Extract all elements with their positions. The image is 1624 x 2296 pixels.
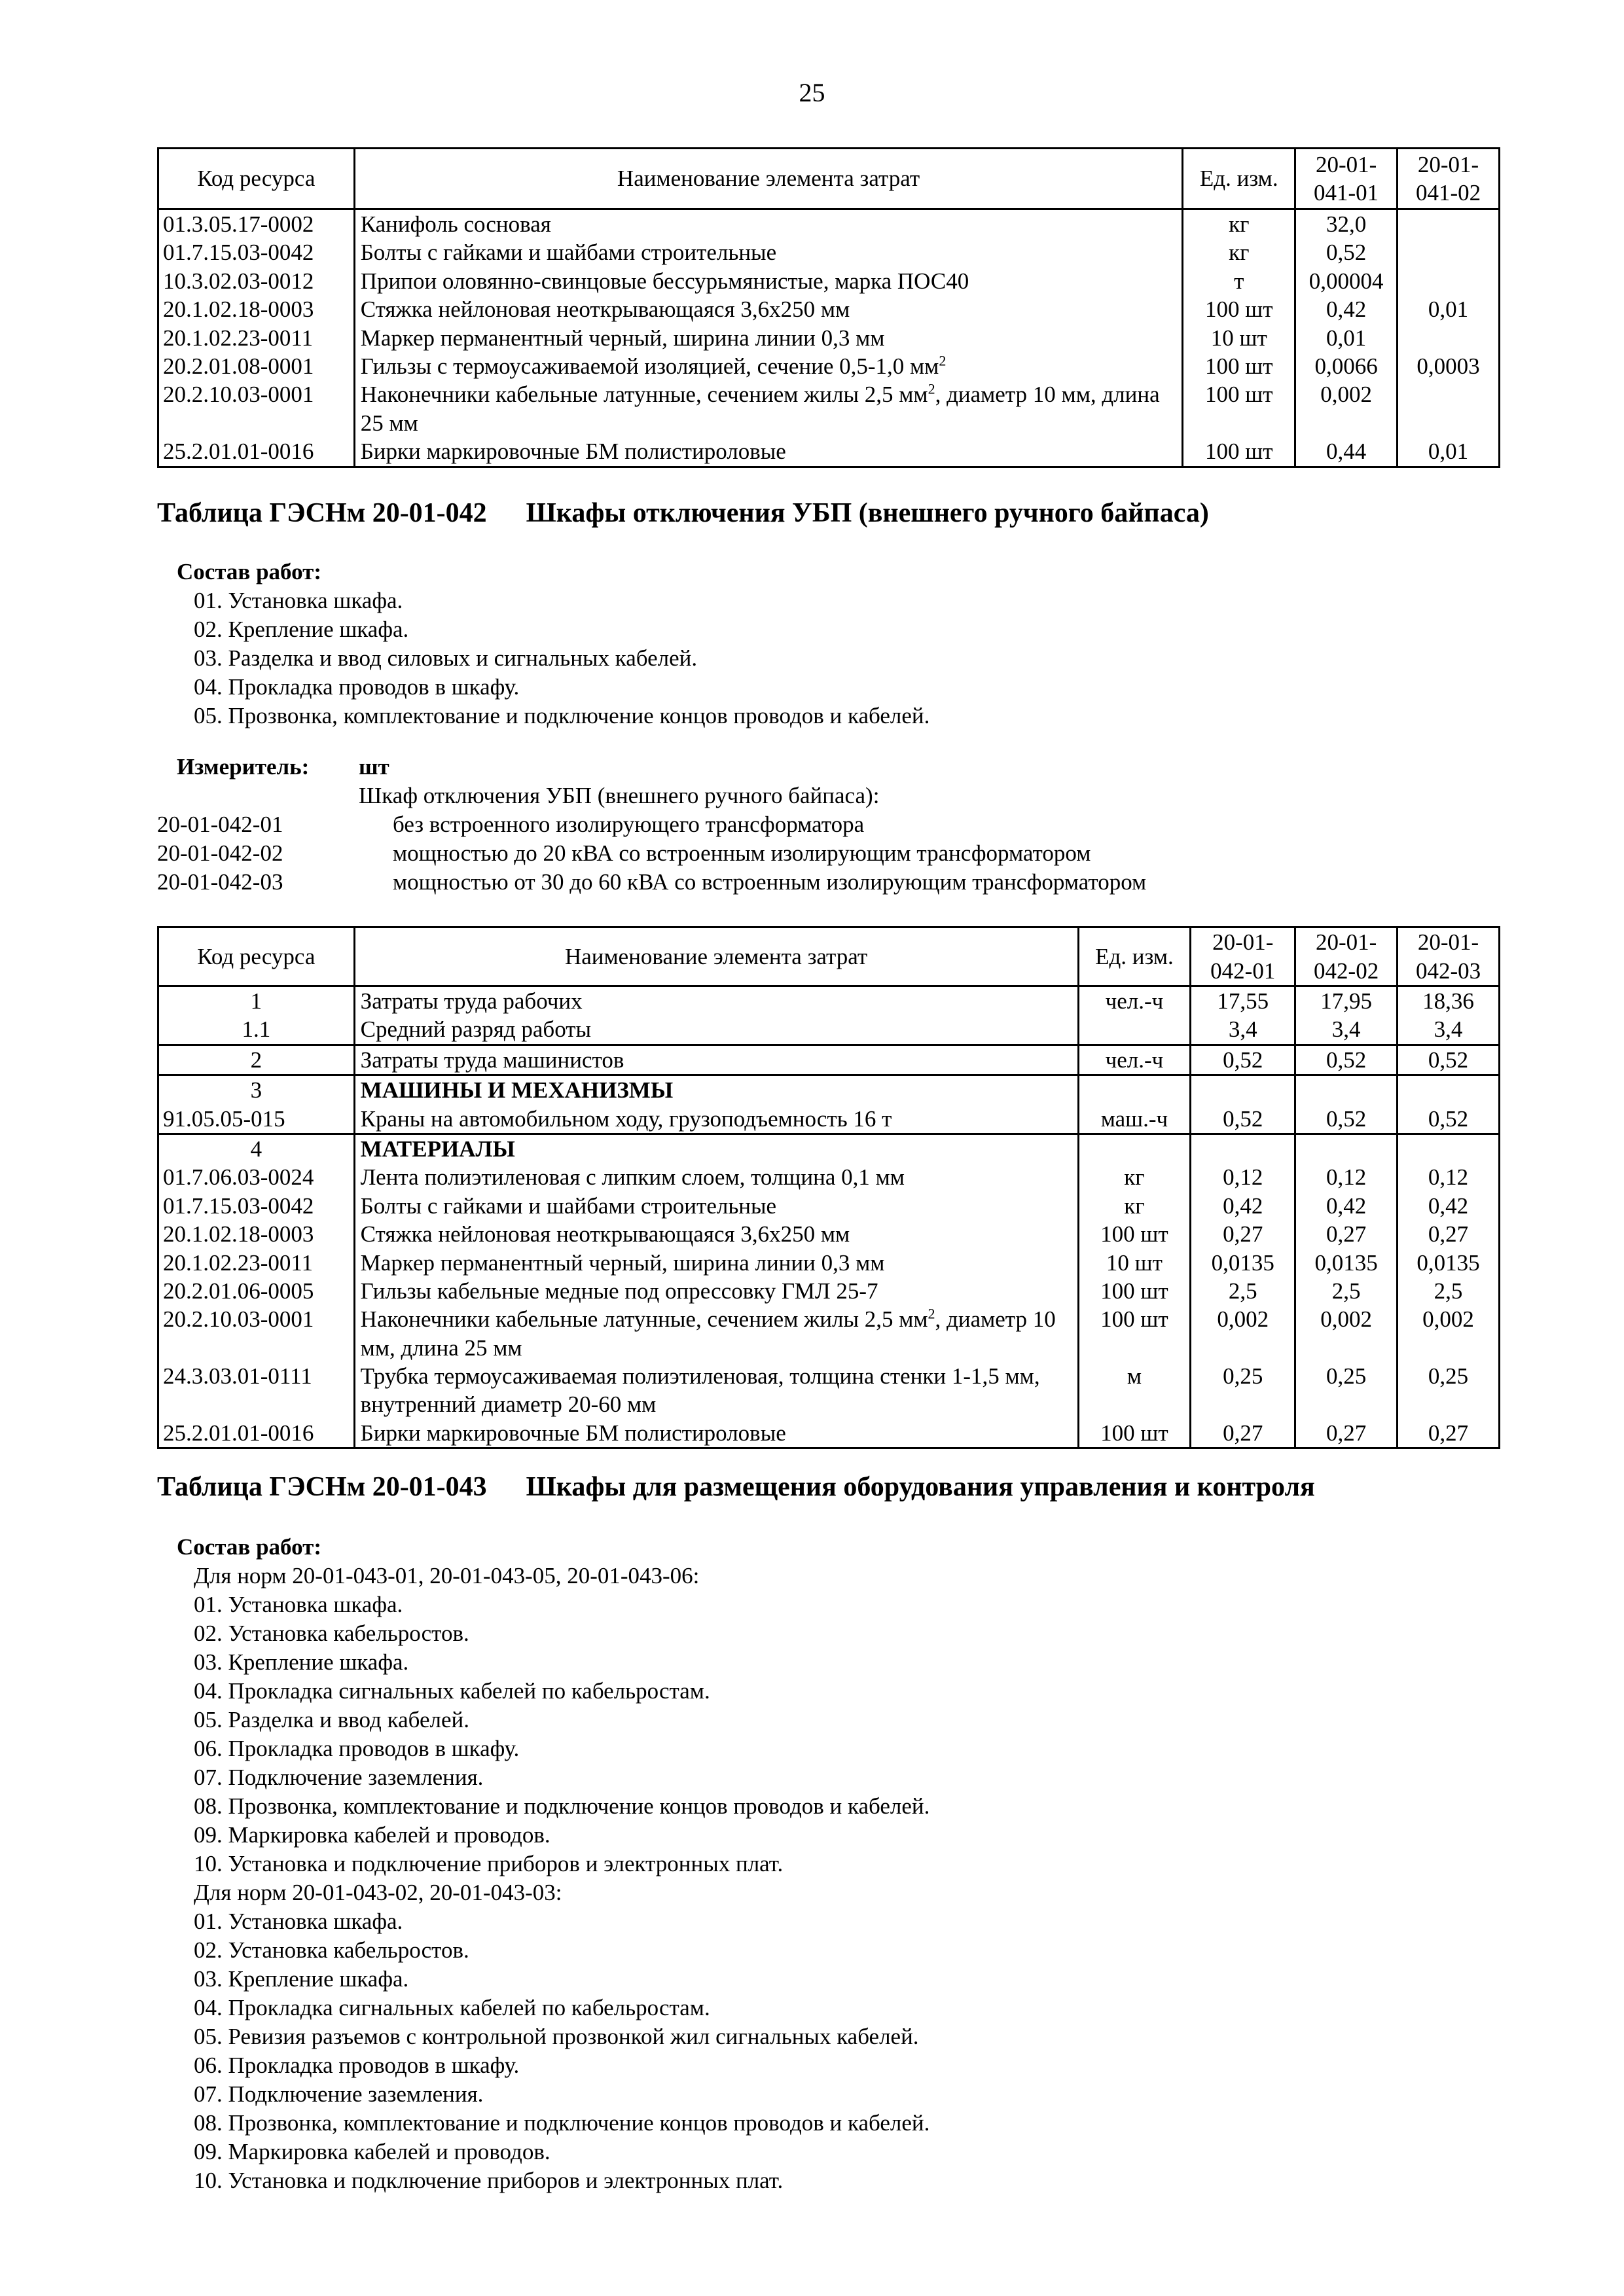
cell-unit: маш.-ч: [1078, 1105, 1191, 1134]
cell-name-text: Канифоль сосновая: [360, 211, 551, 237]
header-col1: 20-01-042-01: [1191, 927, 1295, 986]
cell-code: 01.7.06.03-0024: [158, 1163, 355, 1191]
norm-row: [157, 868, 1146, 897]
cell-name: [354, 324, 1183, 352]
work-item: 06. Прокладка проводов в шкафу.: [194, 1736, 520, 1761]
header-code: Код ресурса: [158, 149, 355, 209]
norm-code: 20-01-042-03: [157, 869, 283, 895]
cell-name-text: Краны на автомобильном ходу, грузоподъемность 16 т: [360, 1105, 892, 1132]
work-item: 01. Установка шкафа.: [194, 1592, 403, 1617]
cell-name-text: Припои оловянно-свинцовые бессурьмянистые, марка ПОС40: [360, 268, 969, 294]
cell-code: 1: [158, 986, 355, 1016]
cell-code: 01.7.15.03-0042: [158, 238, 355, 266]
table-row: [158, 1015, 1500, 1045]
table-row: [158, 1249, 1500, 1277]
work-item: 01. Установка шкафа.: [194, 588, 403, 613]
table-row: [158, 1105, 1500, 1134]
measure-label: Измеритель:: [177, 754, 310, 780]
cell-unit: 100 шт: [1078, 1305, 1191, 1362]
cell-name-text: Маркер перманентный черный, ширина линии 0,3 мм: [360, 1249, 885, 1276]
cell-unit: чел.-ч: [1078, 1045, 1191, 1075]
work-item: 08. Прозвонка, комплектование и подключение концов проводов и кабелей.: [194, 2110, 930, 2136]
work-item: 09. Маркировка кабелей и проводов.: [194, 1822, 550, 1848]
cell-name-text: Наконечники кабельные латунные, сечением жилы 2,5 мм: [360, 1306, 928, 1333]
work-item: 04. Прокладка сигнальных кабелей по кабельростам.: [194, 1995, 710, 2020]
cell-unit: 100 шт: [1078, 1220, 1191, 1248]
superscript: 2: [928, 380, 935, 397]
cell-unit: м: [1078, 1362, 1191, 1419]
cell-value-1: 32,0: [1295, 209, 1398, 239]
work-item: 09. Маркировка кабелей и проводов.: [194, 2139, 550, 2164]
norm-code: 20-01-042-01: [157, 812, 283, 837]
section-title-043: [157, 1471, 1315, 1503]
work-item: 05. Ревизия разъемов с контрольной прозвонкой жил сигнальных кабелей.: [194, 2024, 919, 2049]
table-row: [158, 1075, 1500, 1105]
cell-value-3: 0,12: [1398, 1163, 1500, 1191]
table-name: Шкафы отключения УБП (внешнего ручного байпаса): [526, 498, 1209, 528]
cell-unit: [1078, 1134, 1191, 1163]
table-row: [158, 238, 1500, 266]
cell-value-1: 0,42: [1295, 295, 1398, 323]
cell-value-2: 0,42: [1295, 1192, 1398, 1220]
cell-value-2: 0,27: [1295, 1419, 1398, 1448]
cell-value-2: 0,0003: [1398, 352, 1500, 380]
cell-name-text: МАШИНЫ И МЕХАНИЗМЫ: [360, 1077, 674, 1103]
cell-value-1: 0,52: [1295, 238, 1398, 266]
cell-value-1: 0,52: [1191, 1105, 1295, 1134]
header-code: Код ресурса: [158, 927, 355, 986]
cell-unit: чел.-ч: [1078, 986, 1191, 1016]
cell-name: [354, 1362, 1078, 1419]
cell-unit: кг: [1183, 209, 1295, 239]
works-header: Состав работ:: [177, 1534, 321, 1560]
cell-code: 01.7.15.03-0042: [158, 1192, 355, 1220]
norm-text: мощностью от 30 до 60 кВА со встроенным изолирующим трансформатором: [393, 869, 1147, 895]
page-number: 25: [799, 78, 825, 107]
cell-name-text: Стяжка нейлоновая неоткрывающаяся 3,6х250 мм: [360, 1221, 850, 1247]
cell-name-text: Болты с гайками и шайбами строительные: [360, 240, 777, 266]
cell-code: 20.2.10.03-0001: [158, 1305, 355, 1362]
norm-text: мощностью до 20 кВА со встроенным изолирующим трансформатором: [393, 840, 1091, 866]
cell-code: 25.2.01.01-0016: [158, 1419, 355, 1448]
norm-text: без встроенного изолирующего трансформатора: [393, 812, 865, 837]
cell-name: [354, 1105, 1078, 1134]
cell-code: 2: [158, 1045, 355, 1075]
work-item: 04. Прокладка сигнальных кабелей по кабельростам.: [194, 1678, 710, 1704]
cell-code: 20.2.10.03-0001: [158, 380, 355, 437]
work-item: Для норм 20-01-043-01, 20-01-043-05, 20-01-043-06:: [194, 1563, 700, 1588]
table-row: [158, 437, 1500, 467]
cell-unit: [1078, 1075, 1191, 1105]
table-row: [158, 1045, 1500, 1075]
table-label: Таблица ГЭСНм 20-01-043: [157, 1472, 487, 1502]
cell-name-text: Средний разряд работы: [360, 1016, 592, 1043]
cell-name-text: Стяжка нейлоновая неоткрывающаяся 3,6х250 мм: [360, 296, 850, 323]
header-col2: 20-01-042-02: [1295, 927, 1398, 986]
works-list-042: [177, 558, 929, 730]
section-title-042: [157, 497, 1209, 529]
cell-unit: 100 шт: [1183, 295, 1295, 323]
cell-name-text: Гильзы кабельные медные под опрессовку ГМЛ 25-7: [360, 1278, 878, 1304]
resource-table-042: [157, 926, 1500, 1449]
work-item: 05. Разделка и ввод кабелей.: [194, 1707, 469, 1732]
cell-value-3: 0,27: [1398, 1419, 1500, 1448]
measure-title: Шкаф отключения УБП (внешнего ручного байпаса):: [359, 783, 880, 808]
cell-value-3: [1398, 1075, 1500, 1105]
superscript: 2: [928, 1305, 935, 1322]
cell-name: [354, 1134, 1078, 1163]
cell-value-2: [1398, 380, 1500, 437]
cell-name: [354, 986, 1078, 1016]
cell-code: 01.3.05.17-0002: [158, 209, 355, 239]
cell-value-2: 3,4: [1295, 1015, 1398, 1045]
cell-unit: кг: [1078, 1192, 1191, 1220]
cell-value-1: 3,4: [1191, 1015, 1295, 1045]
cell-name: [354, 380, 1183, 437]
cell-name-tail: , диаметр 10 мм, длина 25 мм: [360, 382, 1160, 436]
cell-name: [354, 1277, 1078, 1305]
cell-unit: кг: [1183, 238, 1295, 266]
resource-table-041: [157, 147, 1500, 468]
measure-unit: шт: [359, 754, 389, 780]
cell-value-3: 0,25: [1398, 1362, 1500, 1419]
table-row: [158, 380, 1500, 437]
table-row: [158, 324, 1500, 352]
cell-value-3: 2,5: [1398, 1277, 1500, 1305]
superscript: 2: [939, 352, 947, 369]
table-row: [158, 1134, 1500, 1163]
cell-code: 4: [158, 1134, 355, 1163]
norm-row: [157, 810, 1146, 839]
cell-value-1: 0,27: [1191, 1419, 1295, 1448]
work-item: 05. Прозвонка, комплектование и подключение концов проводов и кабелей.: [194, 703, 930, 728]
cell-name: [354, 1220, 1078, 1248]
work-item: 03. Крепление шкафа.: [194, 1966, 409, 1992]
cell-code: 91.05.05-015: [158, 1105, 355, 1134]
cell-value-2: 0,01: [1398, 295, 1500, 323]
norm-row: [157, 839, 1146, 868]
cell-code: 20.1.02.18-0003: [158, 1220, 355, 1248]
cell-value-1: 17,55: [1191, 986, 1295, 1016]
cell-unit: 100 шт: [1183, 437, 1295, 467]
cell-unit: 100 шт: [1183, 352, 1295, 380]
cell-name-text: Затраты труда рабочих: [360, 988, 583, 1014]
cell-unit: т: [1183, 267, 1295, 295]
table-row: [158, 295, 1500, 323]
cell-value-1: 0,0135: [1191, 1249, 1295, 1277]
cell-value-3: 0,42: [1398, 1192, 1500, 1220]
cell-unit: кг: [1078, 1163, 1191, 1191]
cell-value-3: 3,4: [1398, 1015, 1500, 1045]
cell-name: [354, 295, 1183, 323]
work-item: 03. Крепление шкафа.: [194, 1649, 409, 1675]
work-item: 03. Разделка и ввод силовых и сигнальных кабелей.: [194, 645, 698, 671]
cell-value-2: 0,52: [1295, 1045, 1398, 1075]
table-row: [158, 1163, 1500, 1191]
work-item: 07. Подключение заземления.: [194, 2081, 484, 2107]
cell-value-2: 0,27: [1295, 1220, 1398, 1248]
cell-value-3: 0,002: [1398, 1305, 1500, 1362]
table-name: Шкафы для размещения оборудования управления и контроля: [526, 1472, 1315, 1502]
header-col1: 20-01-041-01: [1295, 149, 1398, 209]
cell-value-1: 0,44: [1295, 437, 1398, 467]
cell-value-3: [1398, 1134, 1500, 1163]
cell-name: [354, 1075, 1078, 1105]
cell-value-3: 0,52: [1398, 1045, 1500, 1075]
cell-value-2: [1398, 209, 1500, 239]
work-item: Для норм 20-01-043-02, 20-01-043-03:: [194, 1880, 562, 1905]
measurement-block: [157, 753, 1146, 897]
header-unit: Ед. изм.: [1183, 149, 1295, 209]
table-row: [158, 1192, 1500, 1220]
table-label: Таблица ГЭСНм 20-01-042: [157, 498, 487, 528]
work-item: 10. Установка и подключение приборов и электронных плат.: [194, 1851, 784, 1876]
work-item: 01. Установка шкафа.: [194, 1909, 403, 1934]
cell-value-3: 0,52: [1398, 1105, 1500, 1134]
header-col3: 20-01-042-03: [1398, 927, 1500, 986]
cell-value-2: 0,12: [1295, 1163, 1398, 1191]
table-row: [158, 1419, 1500, 1448]
cell-name: [354, 1045, 1078, 1075]
cell-code: 24.3.03.01-0111: [158, 1362, 355, 1419]
cell-name: [354, 1192, 1078, 1220]
table-row: [158, 1305, 1500, 1362]
work-item: 10. Установка и подключение приборов и электронных плат.: [194, 2168, 784, 2193]
cell-name: [354, 1305, 1078, 1362]
cell-value-2: [1398, 267, 1500, 295]
cell-value-3: 0,27: [1398, 1220, 1500, 1248]
cell-name-text: Бирки маркировочные БМ полистироловые: [360, 439, 786, 465]
cell-value-2: [1295, 1134, 1398, 1163]
cell-value-1: 0,25: [1191, 1362, 1295, 1419]
cell-value-2: 2,5: [1295, 1277, 1398, 1305]
header-unit: Ед. изм.: [1078, 927, 1191, 986]
table-row: [158, 1220, 1500, 1248]
work-item: 08. Прозвонка, комплектование и подключение концов проводов и кабелей.: [194, 1793, 930, 1819]
cell-value-2: [1295, 1075, 1398, 1105]
header-name: Наименование элемента затрат: [354, 927, 1078, 986]
cell-name-text: Трубка термоусаживаемая полиэтиленовая, толщина стенки 1-1,5 мм, внутренний диаметр 20-60 мм: [360, 1363, 1040, 1418]
work-item: 02. Установка кабельростов.: [194, 1937, 469, 1963]
cell-value-1: 0,01: [1295, 324, 1398, 352]
cell-code: 3: [158, 1075, 355, 1105]
cell-name: [354, 1249, 1078, 1277]
cell-value-1: 0,27: [1191, 1220, 1295, 1248]
works-list-043: [177, 1533, 929, 2195]
cell-code: 20.1.02.23-0011: [158, 1249, 355, 1277]
cell-name: [354, 1419, 1078, 1448]
cell-name: [354, 209, 1183, 239]
header-col2: 20-01-041-02: [1398, 149, 1500, 209]
cell-value-1: [1191, 1075, 1295, 1105]
norm-code: 20-01-042-02: [157, 840, 283, 866]
work-item: 02. Крепление шкафа.: [194, 617, 409, 642]
cell-value-3: 0,0135: [1398, 1249, 1500, 1277]
cell-name-text: Лента полиэтиленовая с липким слоем, толщина 0,1 мм: [360, 1164, 905, 1191]
cell-name-text: Гильзы с термоусаживаемой изоляцией, сечение 0,5-1,0 мм: [360, 353, 939, 379]
cell-unit: 100 шт: [1078, 1419, 1191, 1448]
cell-code: 20.1.02.18-0003: [158, 295, 355, 323]
cell-code: 20.2.01.08-0001: [158, 352, 355, 380]
cell-unit: [1078, 1015, 1191, 1045]
work-item: 04. Прокладка проводов в шкафу.: [194, 674, 520, 700]
table-row: [158, 352, 1500, 380]
cell-name: [354, 1015, 1078, 1045]
cell-name: [354, 267, 1183, 295]
cell-value-2: 0,002: [1295, 1305, 1398, 1362]
table-row: [158, 1362, 1500, 1419]
cell-value-3: 18,36: [1398, 986, 1500, 1016]
cell-value-1: 0,52: [1191, 1045, 1295, 1075]
cell-name-text: Маркер перманентный черный, ширина линии 0,3 мм: [360, 325, 885, 351]
cell-value-1: 0,00004: [1295, 267, 1398, 295]
cell-value-2: 0,25: [1295, 1362, 1398, 1419]
cell-code: 10.3.02.03-0012: [158, 267, 355, 295]
cell-unit: 10 шт: [1183, 324, 1295, 352]
cell-value-1: 2,5: [1191, 1277, 1295, 1305]
work-item: 02. Установка кабельростов.: [194, 1621, 469, 1646]
work-item: 06. Прокладка проводов в шкафу.: [194, 2053, 520, 2078]
cell-unit: 100 шт: [1078, 1277, 1191, 1305]
cell-value-1: 0,002: [1295, 380, 1398, 437]
works-header: Состав работ:: [177, 559, 321, 584]
cell-value-1: 0,12: [1191, 1163, 1295, 1191]
cell-value-1: 0,002: [1191, 1305, 1295, 1362]
cell-name: [354, 437, 1183, 467]
table-row: [158, 986, 1500, 1016]
cell-value-2: [1398, 238, 1500, 266]
work-item: 07. Подключение заземления.: [194, 1765, 484, 1790]
table-row: [158, 209, 1500, 239]
cell-value-2: 17,95: [1295, 986, 1398, 1016]
cell-name-tail: , диаметр 10 мм, длина 25 мм: [360, 1306, 1056, 1361]
cell-unit: 10 шт: [1078, 1249, 1191, 1277]
cell-value-1: [1191, 1134, 1295, 1163]
cell-name: [354, 352, 1183, 380]
cell-name-text: Болты с гайками и шайбами строительные: [360, 1193, 777, 1219]
cell-name: [354, 238, 1183, 266]
cell-name-text: МАТЕРИАЛЫ: [360, 1136, 515, 1162]
cell-code: 20.2.01.06-0005: [158, 1277, 355, 1305]
cell-value-1: 0,42: [1191, 1192, 1295, 1220]
cell-name-text: Затраты труда машинистов: [360, 1047, 624, 1073]
cell-name-text: Бирки маркировочные БМ полистироловые: [360, 1420, 786, 1446]
cell-value-2: 0,01: [1398, 437, 1500, 467]
cell-value-1: 0,0066: [1295, 352, 1398, 380]
cell-value-2: 0,52: [1295, 1105, 1398, 1134]
cell-name: [354, 1163, 1078, 1191]
cell-name-text: Наконечники кабельные латунные, сечением жилы 2,5 мм: [360, 382, 928, 408]
table-row: [158, 1277, 1500, 1305]
cell-value-2: 0,0135: [1295, 1249, 1398, 1277]
table-row: [158, 267, 1500, 295]
cell-code: 25.2.01.01-0016: [158, 437, 355, 467]
header-name: Наименование элемента затрат: [354, 149, 1183, 209]
cell-code: 1.1: [158, 1015, 355, 1045]
cell-value-2: [1398, 324, 1500, 352]
cell-unit: 100 шт: [1183, 380, 1295, 437]
cell-code: 20.1.02.23-0011: [158, 324, 355, 352]
